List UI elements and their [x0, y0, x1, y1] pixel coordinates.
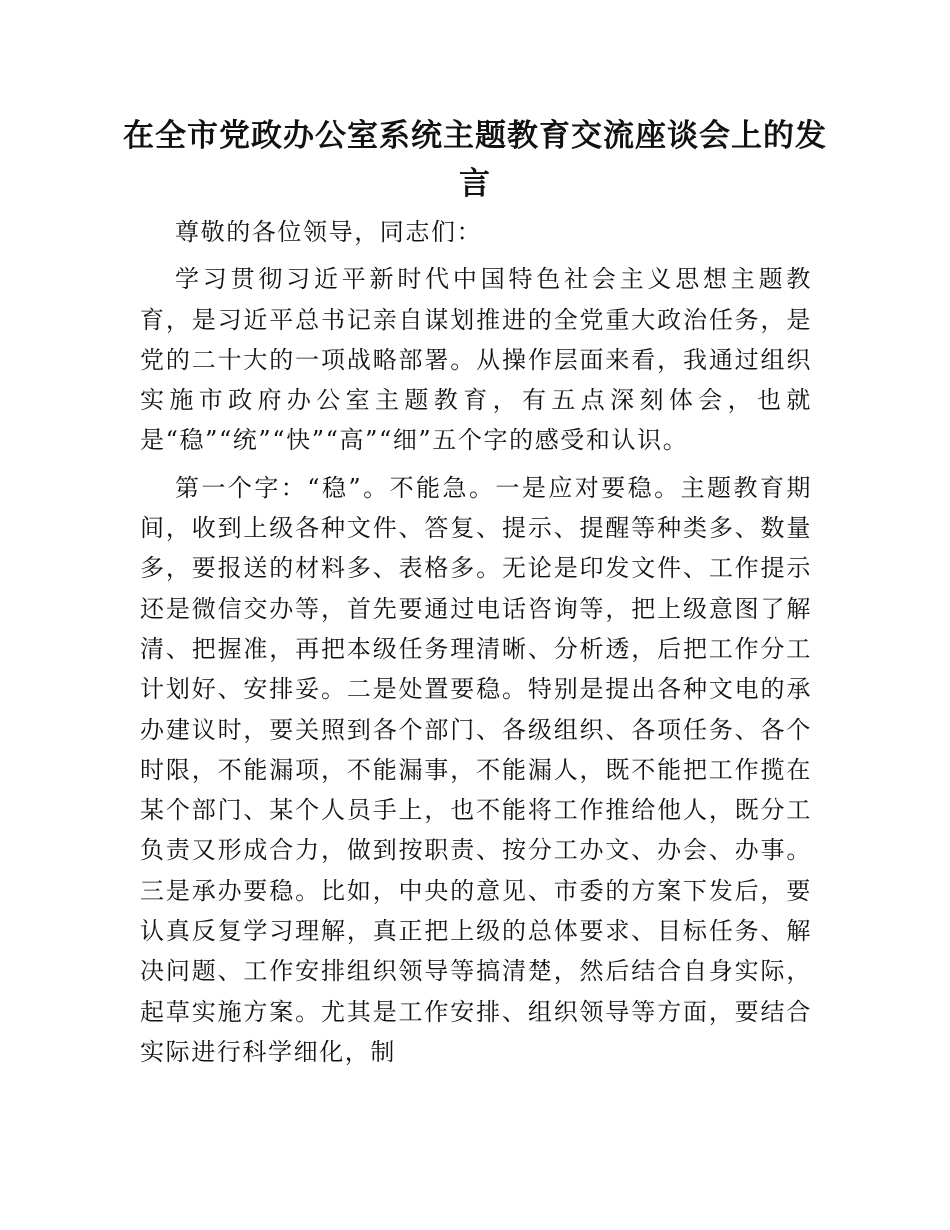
document-body: [140, 212, 812, 1079]
paragraph-intro: 学习贯彻习近平新时代中国特色社会主义思想主题教育，是习近平总书记亲自谋划推进的全党重大政治任务，是党的二十大的一项战略部署。从操作层面来看，我通过组织实施市政府办公室主题教育，有五点深刻体会，也就是“稳”“统”“快”“高”“细”五个字的感受和认识。: [140, 265, 812, 455]
document-title: 在全市党政办公室系统主题教育交流座谈会上的发言: [123, 118, 827, 202]
salutation: 尊敬的各位领导，同志们：: [175, 218, 483, 246]
paragraph-first-character: 第一个字：“稳”。不能急。一是应对要稳。主题教育期间，收到上级各种文件、答复、提示、提醒等种类多、数量多，要报送的材料多、表格多。无论是印发文件、工作提示还是微信交办等，首先要通过电话咨询等，把上级意图了解清、把握准，再把本级任务理清晰、分析透，后把工作分工计划好、安排妥。二是处置要稳。特别是提出各种文电的承办建议时，要关照到各个部门、各级组织、各项任务、各个时限，不能漏项，不能漏事，不能漏人，既不能把工作揽在某个部门、某个人员手上，也不能将工作推给他人，既分工负责又形成合力，做到按职责、按分工办文、办会、办事。三是承办要稳。比如，中央的意见、市委的方案下发后，要认真反复学习理解，真正把上级的总体要求、目标任务、解决问题、工作安排组织领导等搞清楚，然后结合自身实际，起草实施方案。尤其是工作安排、组织领导等方面，要结合实际进行科学细化，制: [140, 473, 812, 1066]
